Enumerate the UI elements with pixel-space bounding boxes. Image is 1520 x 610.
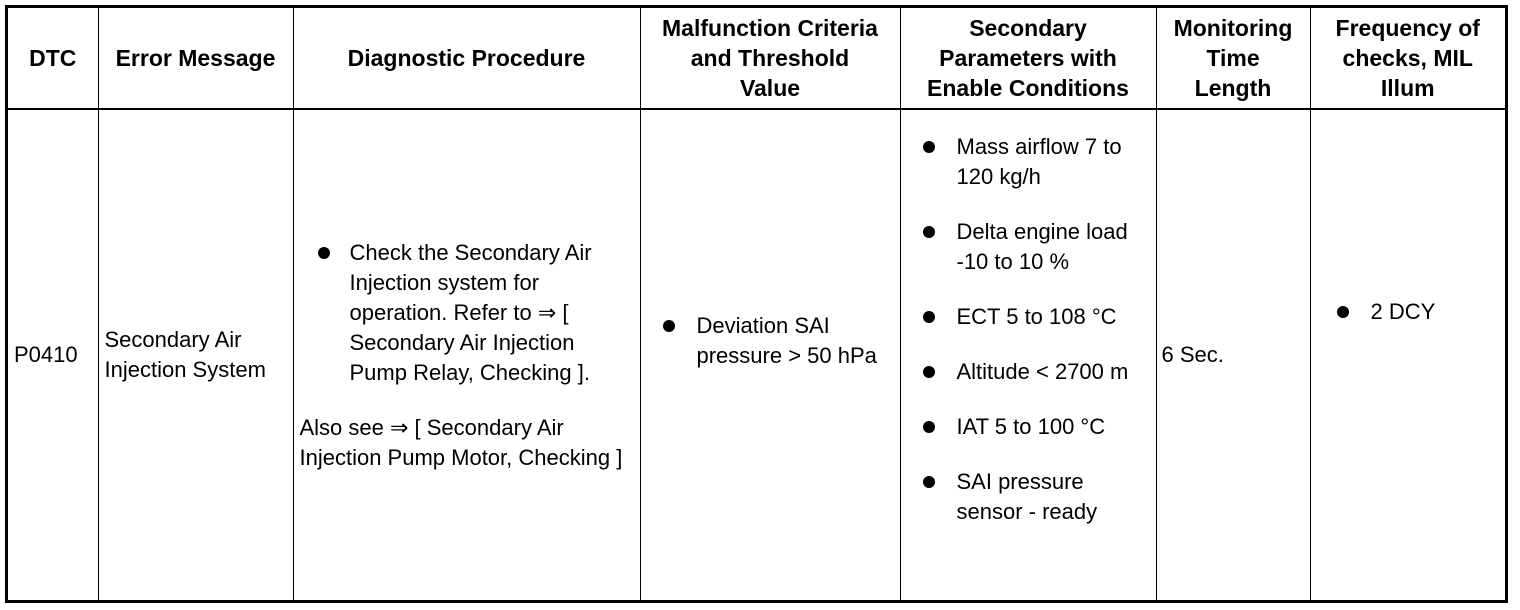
malfunction-list bbox=[661, 311, 894, 371]
procedure-list bbox=[300, 238, 634, 388]
bullet-icon bbox=[923, 141, 935, 153]
list-item: Mass airflow 7 to 120 kg/h bbox=[921, 132, 1152, 192]
dtc-table-frame bbox=[5, 5, 1508, 603]
monitoring-time: 6 Sec. bbox=[1161, 342, 1224, 367]
procedure-note: Also see ⇒ [ Secondary Air Injection Pump Motor, Checking ] bbox=[299, 414, 623, 470]
header-malfunction-criteria: Malfunction Criteria and Threshold Value bbox=[640, 8, 900, 109]
bullet-icon bbox=[923, 421, 935, 433]
bullet-icon bbox=[923, 311, 935, 323]
list-item: Check the Secondary Air Injection system for operation. Refer to ⇒ [ Secondary Air Injection Pump Relay, Checking ]. bbox=[300, 238, 634, 388]
bullet-icon bbox=[318, 247, 330, 259]
list-item: 2 DCY bbox=[1335, 297, 1506, 327]
header-error-message: Error Message bbox=[98, 8, 293, 109]
header-frequency: Frequency of checks, MIL Illum bbox=[1310, 8, 1505, 109]
list-item: SAI pressure sensor - ready bbox=[921, 467, 1152, 527]
table-row bbox=[8, 109, 1505, 600]
header-row bbox=[8, 8, 1505, 109]
header-dtc: DTC bbox=[8, 8, 98, 109]
header-secondary-parameters: Secondary Parameters with Enable Conditions bbox=[900, 8, 1156, 109]
header-monitoring-time: Monitoring Time Length bbox=[1156, 8, 1310, 109]
secondary-list bbox=[921, 132, 1152, 527]
cell-malfunction-criteria bbox=[640, 109, 900, 600]
cell-error-message bbox=[98, 109, 293, 600]
header-diagnostic-procedure: Diagnostic Procedure bbox=[293, 8, 640, 109]
bullet-icon bbox=[663, 320, 675, 332]
error-message: Secondary Air Injection System bbox=[104, 327, 266, 382]
cell-monitoring-time bbox=[1156, 109, 1310, 600]
bullet-icon bbox=[923, 226, 935, 238]
bullet-icon bbox=[923, 476, 935, 488]
list-item: IAT 5 to 100 °C bbox=[921, 412, 1152, 442]
bullet-icon bbox=[1337, 306, 1349, 318]
cell-secondary-parameters bbox=[900, 109, 1156, 600]
bullet-icon bbox=[923, 366, 935, 378]
dtc-table bbox=[8, 8, 1505, 600]
dtc-code: P0410 bbox=[14, 342, 78, 367]
cell-frequency bbox=[1310, 109, 1505, 600]
list-item: Deviation SAI pressure > 50 hPa bbox=[661, 311, 894, 371]
frequency-list bbox=[1335, 297, 1506, 327]
list-item: Altitude < 2700 m bbox=[921, 357, 1152, 387]
list-item: ECT 5 to 108 °C bbox=[921, 302, 1152, 332]
cell-diagnostic-procedure bbox=[293, 109, 640, 600]
cell-dtc-code bbox=[8, 109, 98, 600]
list-item: Delta engine load -10 to 10 % bbox=[921, 217, 1152, 277]
